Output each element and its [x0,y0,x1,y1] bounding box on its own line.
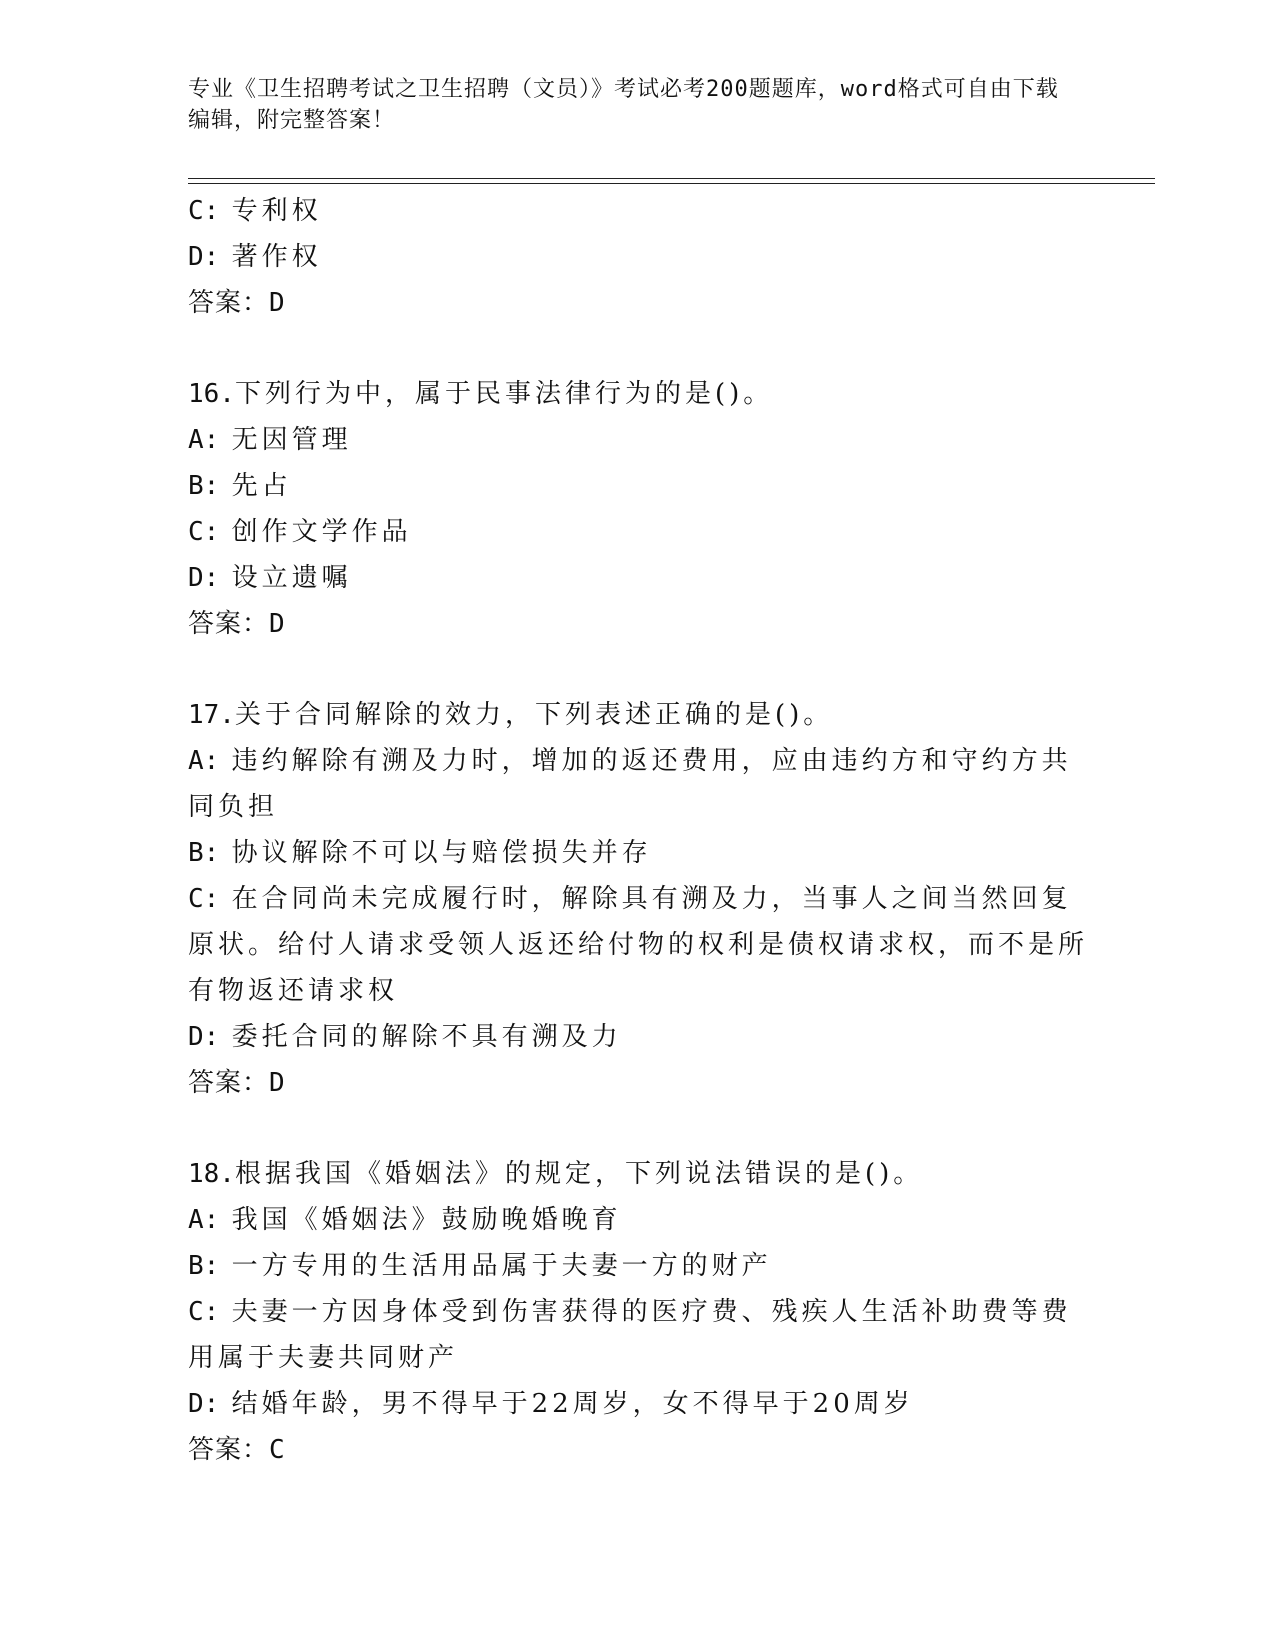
answer: 答案：C [188,1435,286,1465]
option-b: B: 一方专用的生活用品属于夫妻一方的财产 [188,1251,772,1281]
document-body [188,188,1088,1473]
answer: 答案：D [188,1068,286,1098]
option-c: C: 夫妻一方因身体受到伤害获得的医疗费、残疾人生活补助费等费用属于夫妻共同财产 [188,1297,1072,1373]
question-16 [188,371,1088,647]
option-c: C: 创作文学作品 [188,517,412,547]
question-17 [188,692,1088,1106]
option-b: B: 协议解除不可以与赔偿损失并存 [188,838,652,868]
option-a: A: 无因管理 [188,425,352,455]
header-divider-top [188,178,1155,179]
option-c: C: 在合同尚未完成履行时，解除具有溯及力，当事人之间当然回复原状。给付人请求受领人返还给付物的权利是债权请求权，而不是所有物返还请求权 [188,884,1089,1006]
question-18 [188,1151,1088,1473]
option-d: D: 委托合同的解除不具有溯及力 [188,1022,622,1052]
option-d: D: 结婚年龄，男不得早于22周岁，女不得早于20周岁 [188,1389,914,1419]
document-header: 专业《卫生招聘考试之卫生招聘（文员）》考试必考200题题库，word格式可自由下载编辑，附完整答案！ [188,77,1059,133]
option-d: D: 设立遗嘱 [188,563,352,593]
question-stem: 16.下列行为中，属于民事法律行为的是()。 [188,379,774,409]
header-divider-bottom [188,183,1155,184]
answer: 答案：D [188,609,286,639]
previous-question-tail [188,188,1088,326]
option-d: D: 著作权 [188,242,322,272]
option-a: A: 违约解除有溯及力时，增加的返还费用，应由违约方和守约方共同负担 [188,746,1072,822]
question-stem: 17.关于合同解除的效力，下列表述正确的是()。 [188,700,834,730]
option-a: A: 我国《婚姻法》鼓励晚婚晚育 [188,1205,622,1235]
answer: 答案：D [188,288,286,318]
question-stem: 18.根据我国《婚姻法》的规定，下列说法错误的是()。 [188,1159,924,1189]
option-b: B: 先占 [188,471,292,501]
option-c: C: 专利权 [188,196,322,226]
